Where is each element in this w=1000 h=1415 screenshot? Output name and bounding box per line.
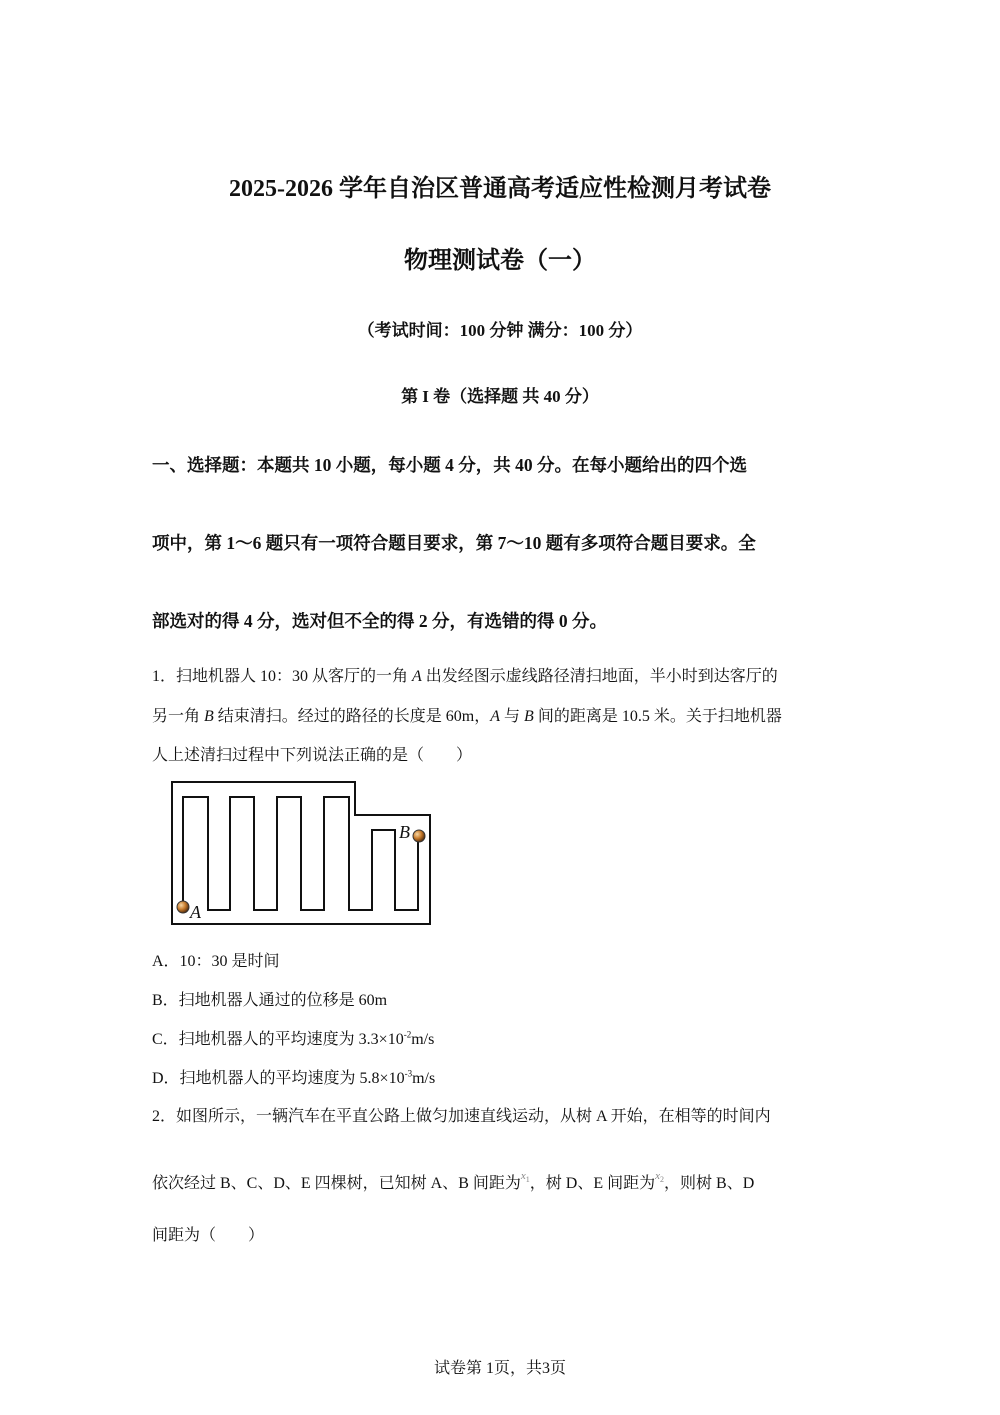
x2-var — [655, 1170, 665, 1185]
exponent: -2 — [403, 1029, 412, 1040]
q1-text: 1．扫地机器人 10：30 从客厅的一角 — [152, 668, 413, 685]
question-2-stem-line-3: 间距为（ ） — [152, 1227, 265, 1244]
q1-option-d — [152, 1065, 435, 1088]
x1-subscript: 1 — [525, 1175, 530, 1185]
point-b-var: B — [204, 708, 214, 725]
option-text: D．扫地机器人的平均速度为 5.8×10 — [152, 1070, 405, 1087]
question-2-stem-line-2 — [152, 1170, 754, 1193]
option-text: C．扫地机器人的平均速度为 3.3×10 — [152, 1031, 404, 1048]
point-a-var: A — [490, 708, 501, 725]
page-footer: 试卷第 1页，共3页 — [433, 1360, 566, 1377]
question-1-stem-line-2 — [152, 703, 782, 726]
cleaning-path — [183, 797, 418, 910]
exam-subtitle: 物理测试卷（一） — [404, 248, 596, 274]
option-unit: m/s — [412, 1070, 436, 1087]
section-instructions-line-1: 一、选择题：本题共 10 小题，每小题 4 分，共 40 分。在每小题给出的四个选 — [152, 455, 747, 475]
x2-subscript: 2 — [660, 1175, 665, 1185]
q2-text: 依次经过 B、C、D、E 四棵树，已知树 A、B 间距为 — [152, 1175, 521, 1192]
question-1-stem-line-1 — [152, 663, 778, 686]
option-unit: m/s — [411, 1031, 435, 1048]
question-1-stem-line-3: 人上述清扫过程中下列说法正确的是（ ） — [152, 747, 473, 764]
x2-symbol: x — [655, 1170, 661, 1182]
exam-title: 2025-2026 学年自治区普通高考适应性检测月考试卷 — [229, 176, 771, 202]
q1-option-a: A．10：30 是时间 — [152, 953, 280, 970]
exponent: -3 — [404, 1068, 413, 1079]
robot-start-icon — [177, 901, 189, 913]
point-a-label: A — [190, 902, 201, 922]
q1-text: 与 — [500, 708, 525, 725]
q1-text: 另一角 — [152, 708, 205, 725]
robot-path-figure — [166, 778, 436, 928]
robot-end-icon — [413, 830, 425, 842]
exam-info: （考试时间：100 分钟 满分：100 分） — [357, 321, 643, 340]
question-2-stem-line-1: 2．如图所示，一辆汽车在平直公路上做匀加速直线运动，从树 A 开始，在相等的时间内 — [152, 1108, 771, 1125]
q2-text: ，则树 B、D — [664, 1175, 755, 1192]
q2-text: ，树 D、E 间距为 — [529, 1175, 656, 1192]
q1-option-c — [152, 1026, 434, 1049]
x1-var — [520, 1170, 530, 1185]
x1-symbol: x — [520, 1170, 526, 1182]
q1-text: 结束清扫。经过的路径的长度是 60m， — [213, 708, 491, 725]
q1-option-b: B．扫地机器人通过的位移是 60m — [152, 992, 388, 1009]
q1-text: 出发经图示虚线路径清扫地面，半小时到达客厅的 — [421, 668, 778, 685]
section-instructions-line-3: 部选对的得 4 分，选对但不全的得 2 分，有选错的得 0 分。 — [152, 611, 607, 631]
point-b-label: B — [399, 822, 410, 842]
point-b-var: B — [524, 708, 534, 725]
q1-text: 间的距离是 10.5 米。关于扫地机器 — [533, 708, 782, 725]
section-instructions-line-2: 项中，第 1～6 题只有一项符合题目要求，第 7～10 题有多项符合题目要求。全 — [152, 533, 756, 553]
point-a-var: A — [412, 668, 422, 685]
volume-heading: 第 I 卷（选择题 共 40 分） — [401, 387, 599, 406]
